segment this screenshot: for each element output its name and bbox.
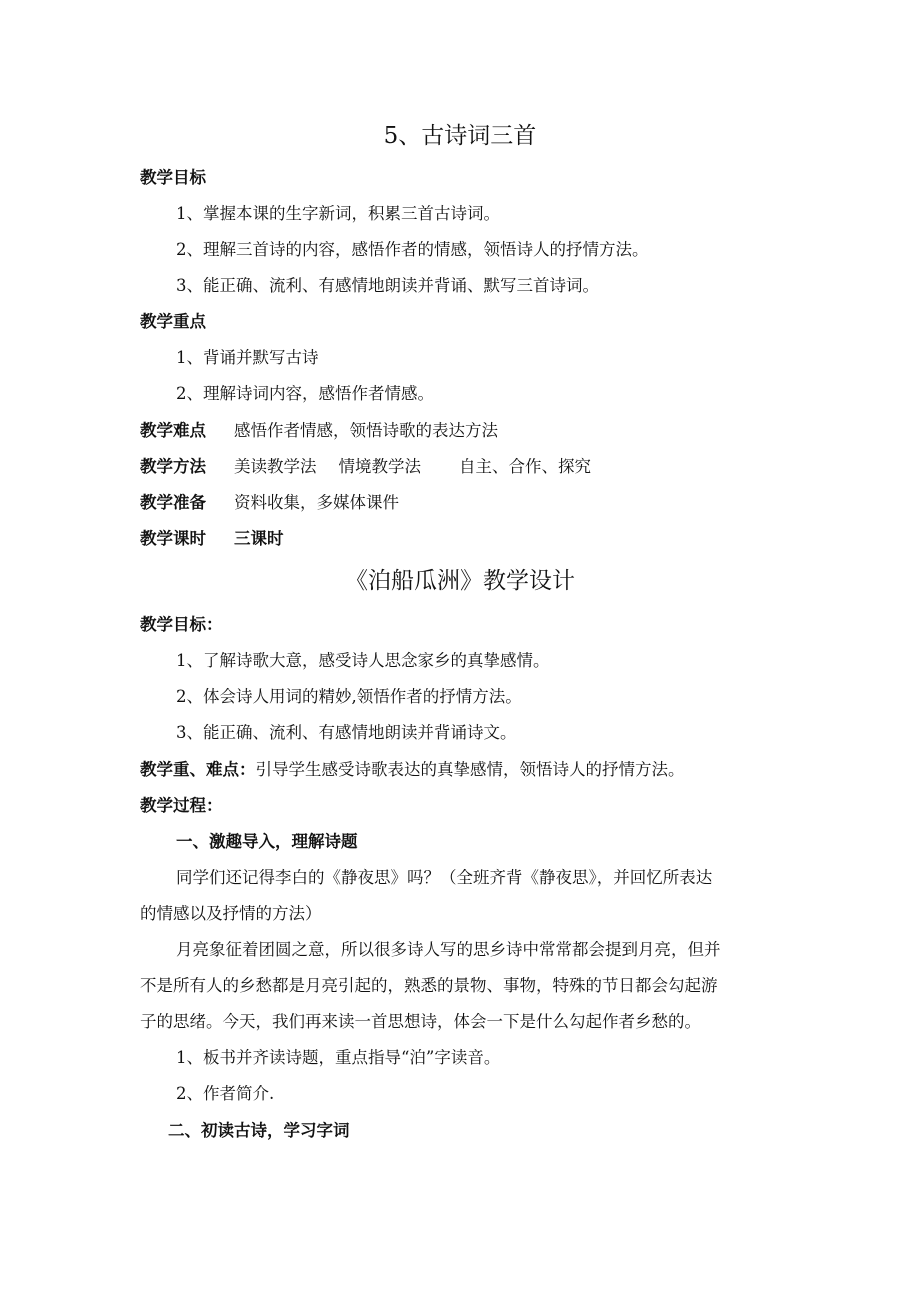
hours-text: 三课时 bbox=[234, 529, 284, 548]
design-goals-heading: 教学目标： bbox=[140, 615, 223, 634]
step-heading: 二、初读古诗，学习字词 bbox=[168, 1121, 350, 1140]
hours-label: 教学课时 bbox=[140, 529, 206, 548]
method-item: 自主、合作、探究 bbox=[459, 457, 591, 476]
key-point-item: 2、理解诗词内容，感悟作者情感。 bbox=[176, 384, 434, 403]
prep-text: 资料收集，多媒体课件 bbox=[234, 493, 399, 512]
key-difficulty-text: 引导学生感受诗歌表达的真挚感情，领悟诗人的抒情方法。 bbox=[255, 760, 685, 779]
key-points-heading: 教学重点 bbox=[140, 312, 206, 331]
paragraph-line: 的情感以及抒情的方法） bbox=[140, 904, 322, 923]
paragraph-line: 同学们还记得李白的《静夜思》吗？（全班齐背《静夜思》，并回忆所表达 bbox=[176, 868, 713, 887]
difficulty-row bbox=[140, 420, 498, 442]
difficulty-label: 教学难点 bbox=[140, 421, 206, 440]
method-label: 教学方法 bbox=[140, 457, 206, 476]
difficulty-text: 感悟作者情感，领悟诗歌的表达方法 bbox=[234, 421, 498, 440]
lesson-title: 5、古诗词三首 bbox=[383, 123, 537, 149]
design-goal-item: 2、体会诗人用词的精妙,领悟作者的抒情方法。 bbox=[176, 687, 522, 706]
method-item: 美读教学法 bbox=[234, 457, 317, 476]
step-item: 1、板书并齐读诗题，重点指导“泊”字读音。 bbox=[176, 1048, 501, 1067]
design-title: 《泊船瓜洲》教学设计 bbox=[345, 568, 575, 594]
goal-item: 1、掌握本课的生字新词，积累三首古诗词。 bbox=[176, 204, 500, 223]
method-item: 情境教学法 bbox=[338, 457, 421, 476]
goals-heading: 教学目标 bbox=[140, 168, 206, 187]
step-heading: 一、激趣导入，理解诗题 bbox=[176, 832, 358, 851]
prep-row bbox=[140, 492, 399, 514]
design-goal-item: 3、能正确、流利、有感情地朗读并背诵诗文。 bbox=[176, 723, 517, 742]
goal-item: 2、理解三首诗的内容，感悟作者的情感，领悟诗人的抒情方法。 bbox=[176, 240, 649, 259]
step-item: 2、作者简介. bbox=[176, 1084, 275, 1103]
design-goal-item: 1、了解诗歌大意，感受诗人思念家乡的真挚感情。 bbox=[176, 651, 550, 670]
hours-row bbox=[140, 528, 284, 550]
key-difficulty-label: 教学重、难点： bbox=[140, 760, 256, 779]
paragraph-line: 子的思绪。今天，我们再来读一首思想诗，体会一下是什么勾起作者乡愁的。 bbox=[140, 1012, 701, 1031]
paragraph-line: 月亮象征着团圆之意，所以很多诗人写的思乡诗中常常都会提到月亮，但并 bbox=[176, 940, 721, 959]
key-point-item: 1、背诵并默写古诗 bbox=[176, 348, 319, 367]
prep-label: 教学准备 bbox=[140, 493, 206, 512]
paragraph-line: 不是所有人的乡愁都是月亮引起的，熟悉的景物、事物，特殊的节日都会勾起游 bbox=[140, 976, 718, 995]
process-heading: 教学过程： bbox=[140, 796, 223, 815]
goal-item: 3、能正确、流利、有感情地朗读并背诵、默写三首诗词。 bbox=[176, 276, 599, 295]
key-difficulty-row bbox=[140, 759, 685, 781]
method-row bbox=[140, 456, 591, 478]
